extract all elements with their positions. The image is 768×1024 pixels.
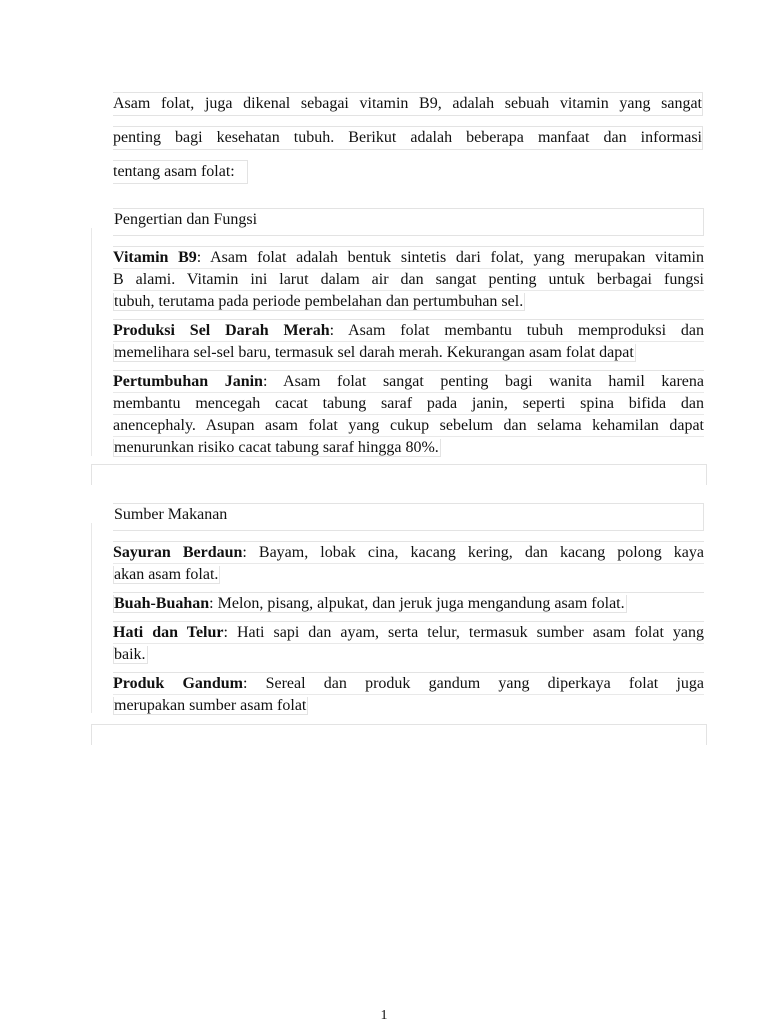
- intro-line: penting bagi kesehatan tubuh. Berikut adalah beberapa manfaat dan informasi: [113, 126, 703, 150]
- intro-line: Asam folat, juga dikenal sebagai vitamin B9, adalah sebuah vitamin yang sangat: [113, 92, 703, 116]
- item-text: akan asam folat.: [114, 566, 219, 583]
- section-heading: Sumber Makanan: [113, 503, 704, 531]
- section-heading: Pengertian dan Fungsi: [113, 208, 704, 236]
- item-text: baik.: [114, 646, 146, 663]
- list-item: [113, 592, 704, 614]
- item-term: Produk Gandum: [113, 675, 243, 692]
- item-text: : Hati sapi dan ayam, serta telur, termasuk sumber asam folat yang: [223, 624, 704, 641]
- list-item: [113, 541, 704, 585]
- item-text: memelihara sel-sel baru, termasuk sel darah merah. Kekurangan asam folat dapat: [114, 344, 634, 361]
- item-text: membantu mencegah cacat tabung saraf pada janin, seperti spina bifida dan: [113, 393, 704, 415]
- item-text: : Asam folat membantu tubuh memproduksi dan: [329, 322, 704, 339]
- section-separator: [91, 464, 707, 485]
- item-term: Buah-Buahan: [114, 595, 210, 612]
- item-text: anencephaly. Asupan asam folat yang cukup sebelum dan selama kehamilan dapat: [113, 415, 704, 437]
- section-frame: [91, 228, 92, 456]
- intro-paragraph: [113, 92, 703, 194]
- item-text: B alami. Vitamin ini larut dalam air dan sangat penting untuk berbagai fungsi: [113, 269, 704, 291]
- page-number: 1: [380, 1008, 388, 1023]
- intro-line: tentang asam folat:: [113, 160, 248, 184]
- item-text: : Bayam, lobak cina, kacang kering, dan kacang polong kaya: [242, 544, 704, 561]
- item-text: menurunkan risiko cacat tabung saraf hingga 80%.: [114, 439, 439, 456]
- item-term: Produksi Sel Darah Merah: [113, 322, 330, 339]
- section-separator: [91, 724, 707, 745]
- item-text: merupakan sumber asam folat: [114, 697, 307, 714]
- list-item: [113, 246, 704, 312]
- list-item: [113, 319, 704, 363]
- item-term: Pertumbuhan Janin: [113, 373, 263, 390]
- item-text: tubuh, terutama pada periode pembelahan dan pertumbuhan sel.: [114, 293, 524, 310]
- list-item: [113, 621, 704, 665]
- list-item: [113, 672, 704, 716]
- item-term: Sayuran Berdaun: [113, 544, 243, 561]
- item-text: : Asam folat sangat penting bagi wanita hamil karena: [262, 373, 704, 390]
- section-pengertian: [113, 208, 704, 465]
- section-frame: [91, 523, 92, 713]
- item-term: Vitamin B9: [113, 249, 197, 266]
- item-text: : Melon, pisang, alpukat, dan jeruk juga mengandung asam folat.: [209, 595, 625, 612]
- item-text: : Asam folat adalah bentuk sintetis dari folat, yang merupakan vitamin: [196, 249, 704, 266]
- list-item: [113, 370, 704, 458]
- item-text: : Sereal dan produk gandum yang diperkaya folat juga: [242, 675, 704, 692]
- item-term: Hati dan Telur: [113, 624, 224, 641]
- section-sumber-makanan: [113, 503, 704, 723]
